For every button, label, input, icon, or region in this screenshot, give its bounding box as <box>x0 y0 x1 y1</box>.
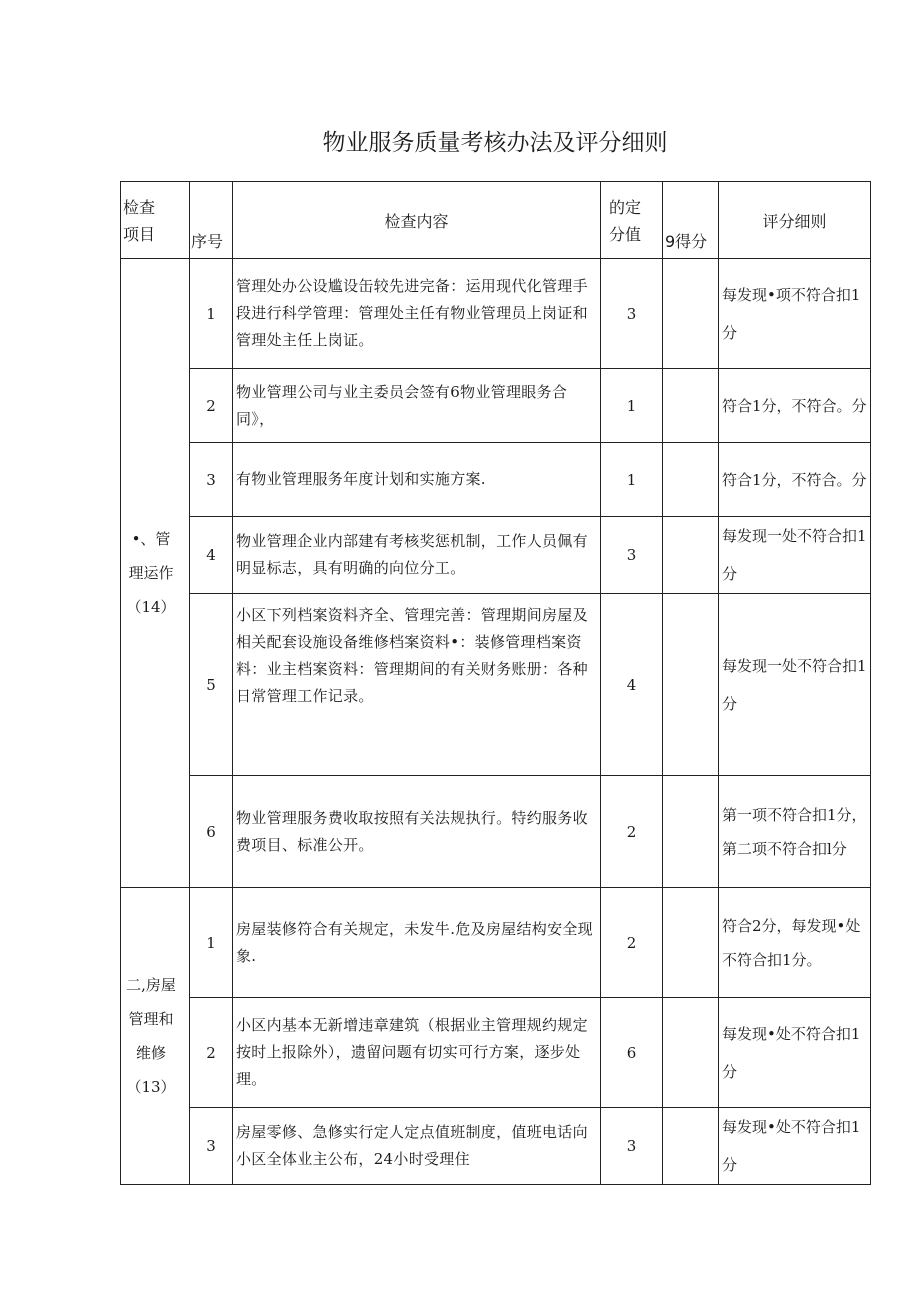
got-score-cell <box>663 776 719 888</box>
detail-cell: 第一项不符合扣1分，第二项不符合扣l分 <box>719 776 871 888</box>
header-seq: 序号 <box>190 182 233 259</box>
content-cell: 物业管理服务费收取按照有关法规执行。特约服务收费项目、标准公开。 <box>233 776 601 888</box>
header-check-item <box>121 182 190 259</box>
score-cell: 1 <box>601 369 663 443</box>
score-cell: 1 <box>601 443 663 517</box>
detail-cell: 每发现•处不符合扣1分 <box>719 998 871 1108</box>
seq-cell: 1 <box>190 259 233 369</box>
content-cell: 房屋零修、急修实行定人定点值班制度，值班电话向小区全体业主公布，24小时受理住 <box>233 1108 601 1185</box>
got-score-cell <box>663 888 719 998</box>
got-score-cell <box>663 259 719 369</box>
seq-cell: 5 <box>190 594 233 776</box>
header-score-line1: 的定 <box>609 198 642 217</box>
got-score-cell <box>663 594 719 776</box>
seq-cell: 4 <box>190 517 233 594</box>
table-row <box>121 998 871 1108</box>
score-cell: 3 <box>601 1108 663 1185</box>
table-row <box>121 443 871 517</box>
seq-cell: 3 <box>190 443 233 517</box>
content-cell: 管理处办公设尴设缶较先进完备：运用现代化管理手段进行科学管理：管理处主任有物业管理员上岗证和管理处主任上岗证。 <box>233 259 601 369</box>
content-cell: 物业管理公司与业主委员会签有6物业管理眼务合同》， <box>233 369 601 443</box>
score-cell: 2 <box>601 888 663 998</box>
detail-cell: 每发现一处不符合扣1分 <box>719 594 871 776</box>
category-cell: 二,房屋管理和维修（13） <box>121 888 190 1185</box>
header-got-score: 9得分 <box>663 182 719 259</box>
score-cell: 3 <box>601 517 663 594</box>
table-row <box>121 776 871 888</box>
detail-cell: 符合1分，不符合。分 <box>719 443 871 517</box>
table-row <box>121 888 871 998</box>
header-score-line2: 分值 <box>609 225 642 244</box>
header-check-item-line1: 检查 <box>123 198 156 217</box>
header-detail: 评分细则 <box>719 182 871 259</box>
table-row <box>121 259 871 369</box>
seq-cell: 2 <box>190 369 233 443</box>
score-cell: 6 <box>601 998 663 1108</box>
got-score-cell <box>663 369 719 443</box>
header-check-item-line2: 项目 <box>123 225 156 244</box>
table-row <box>121 517 871 594</box>
table-row <box>121 594 871 776</box>
content-cell: 小区内基本无新增违章建筑（根据业主管理规约规定按时上报除外），遗留问题有切实可行方案，逐步处理。 <box>233 998 601 1108</box>
table-row <box>121 1108 871 1185</box>
detail-cell: 符合1分，不符合。分 <box>719 369 871 443</box>
header-row <box>121 182 871 259</box>
got-score-cell <box>663 517 719 594</box>
content-cell: 有物业管理服务年度计划和实施方案. <box>233 443 601 517</box>
seq-cell: 6 <box>190 776 233 888</box>
got-score-cell <box>663 1108 719 1185</box>
header-score <box>601 182 663 259</box>
score-cell: 2 <box>601 776 663 888</box>
header-content: 检查内容 <box>233 182 601 259</box>
content-cell: 物业管理企业内部建有考核奖惩机制，工作人员佩有明显标志，具有明确的向位分工。 <box>233 517 601 594</box>
content-cell: 房屋装修符合有关规定，未发牛.危及房屋结构安全现象. <box>233 888 601 998</box>
got-score-cell <box>663 998 719 1108</box>
table-row <box>121 369 871 443</box>
seq-cell: 1 <box>190 888 233 998</box>
seq-cell: 2 <box>190 998 233 1108</box>
content-cell: 小区下列档案资料齐全、管理完善：管理期间房屋及相关配套设施设备维修档案资料•：装修管理档案资料：业主档案资料：管理期间的有关财务账册：各种日常管理工作记录。 <box>233 594 601 776</box>
score-cell: 3 <box>601 259 663 369</box>
score-cell: 4 <box>601 594 663 776</box>
detail-cell: 符合2分，每发现•处不符合扣1分。 <box>719 888 871 998</box>
document-title: 物业服务质量考核办法及评分细则 <box>322 130 668 156</box>
detail-cell: 每发现一处不符合扣1分 <box>719 517 871 594</box>
seq-cell: 3 <box>190 1108 233 1185</box>
evaluation-table <box>120 181 871 1185</box>
detail-cell: 每发现•处不符合扣1分 <box>719 1108 871 1185</box>
category-cell: •、管理运作（14） <box>121 259 190 888</box>
got-score-cell <box>663 443 719 517</box>
detail-cell: 每发现•项不符合扣1分 <box>719 259 871 369</box>
